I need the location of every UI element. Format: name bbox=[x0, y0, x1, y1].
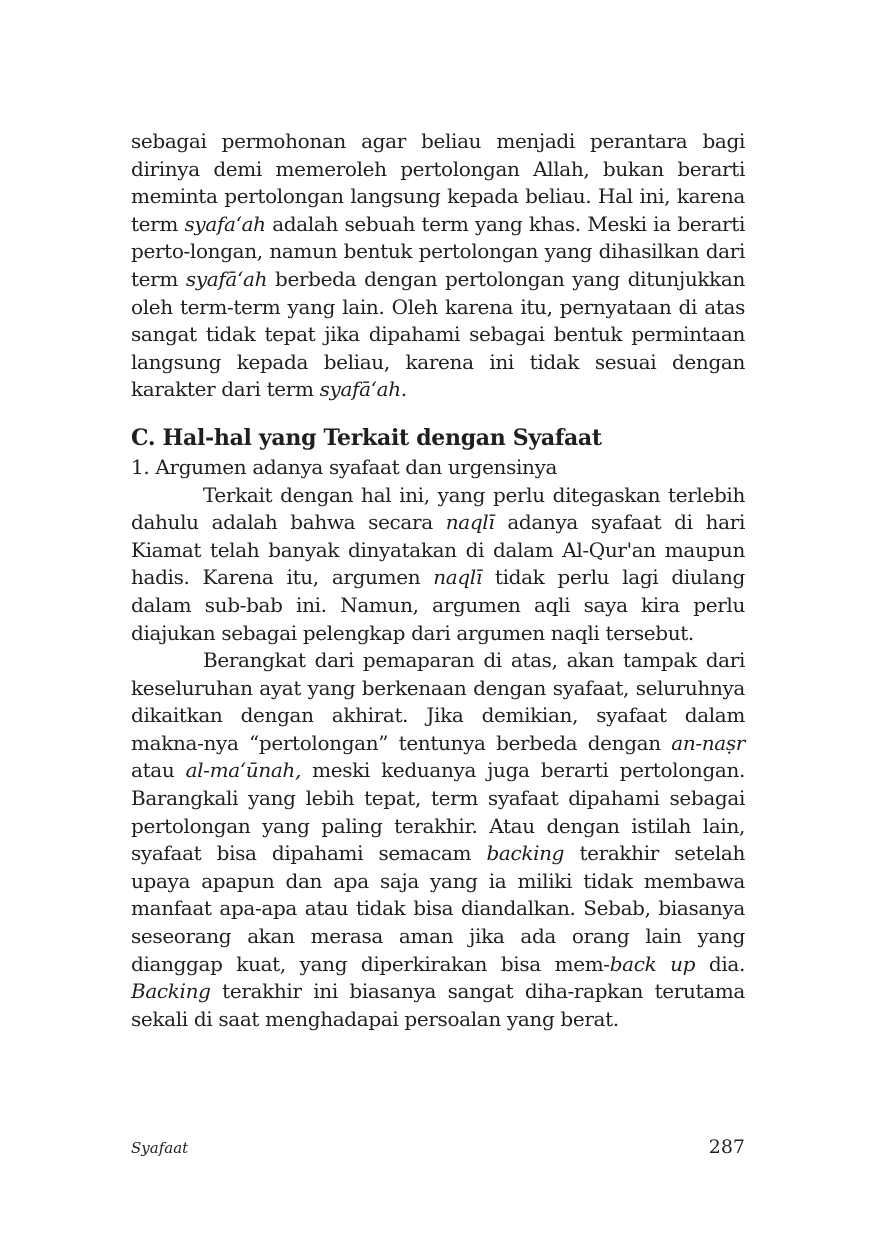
italic-term: syafā‘ah bbox=[185, 266, 268, 291]
italic-term: back up bbox=[609, 951, 696, 976]
text-run: dia. bbox=[695, 951, 745, 976]
text-run: tidak perlu lagi diulang dalam sub-bab ini. Namun, argumen aqli saya kira perlu diajukan sebagai pelengkap dari argumen naqli tersebut. bbox=[131, 565, 745, 645]
italic-term: naqlī bbox=[445, 510, 495, 535]
italic-term: al-ma‘ūnah, bbox=[185, 758, 301, 783]
text-run: Terkait dengan hal ini, yang perlu ditegaskan terlebih dahulu adalah bahwa secara bbox=[131, 482, 745, 535]
text-run: Berangkat dari pemaparan di atas, akan tampak dari keseluruhan ayat yang berkenaan dengan syafaat, seluruhnya dikaitkan dengan akhirat. Jika demikian, syafaat dalam makna-nya “pertolongan” tentunya berbeda dengan bbox=[131, 648, 745, 755]
running-title: Syafaat bbox=[131, 1139, 189, 1157]
page-footer bbox=[131, 1136, 745, 1158]
italic-term: syafā‘ah. bbox=[319, 377, 407, 402]
italic-term: backing bbox=[486, 841, 565, 866]
text-run: adalah sebuah term yang khas. Meski ia berarti perto-longan, namun bentuk pertolongan yang dihasilkan dari term bbox=[131, 211, 745, 291]
page-body bbox=[131, 128, 745, 1033]
text-run: terakhir ini biasanya sangat diha-rapkan terutama sekali di saat menghadapai persoalan yang berat. bbox=[131, 979, 745, 1031]
italic-term: an-naṣr bbox=[671, 730, 745, 755]
italic-term: naqlī bbox=[433, 565, 482, 590]
paragraph-1 bbox=[131, 128, 745, 404]
section-heading: C. Hal-hal yang Terkait dengan Syafaat bbox=[131, 424, 602, 451]
italic-term: syafa‘ah bbox=[184, 211, 266, 236]
paragraph-2 bbox=[131, 482, 745, 648]
text-run: adanya syafaat di hari Kiamat telah banyak dinyatakan di dalam Al-Qur'an maupun hadis. Karena itu, argumen bbox=[131, 510, 745, 590]
italic-term: Backing bbox=[131, 979, 211, 1004]
subsection-heading: 1. Argumen adanya syafaat dan urgensinya bbox=[131, 454, 558, 479]
paragraph-3 bbox=[131, 647, 745, 1033]
text-run: atau bbox=[131, 758, 186, 783]
page-number: 287 bbox=[708, 1136, 745, 1158]
text-run: sebagai permohonan agar beliau menjadi perantara bagi dirinya demi memeroleh pertolongan Allah, bukan berarti meminta pertolongan langsung kepada beliau. Hal ini, karena term bbox=[131, 129, 745, 236]
text-run: meski keduanya juga berarti pertolongan. Barangkali yang lebih tepat, term syafaat dipahami sebagai pertolongan yang paling terakhir. Atau dengan istilah lain, syafaat bisa dipahami semacam bbox=[131, 758, 746, 866]
text-run: berbeda dengan pertolongan yang ditunjukkan oleh term-term yang lain. Oleh karena itu, pernyataan di atas sangat tidak tepat jika dipahami sebagai bentuk permintaan langsung kepada beliau, karena ini tidak sesuai dengan karakter dari term bbox=[131, 266, 745, 402]
text-run: terakhir setelah upaya apapun dan apa saja yang ia miliki tidak membawa manfaat apa-apa atau tidak bisa diandalkan. Sebab, biasanya seseorang akan merasa aman jika ada orang lain yang dianggap kuat, yang diperkirakan bisa mem- bbox=[131, 841, 745, 976]
